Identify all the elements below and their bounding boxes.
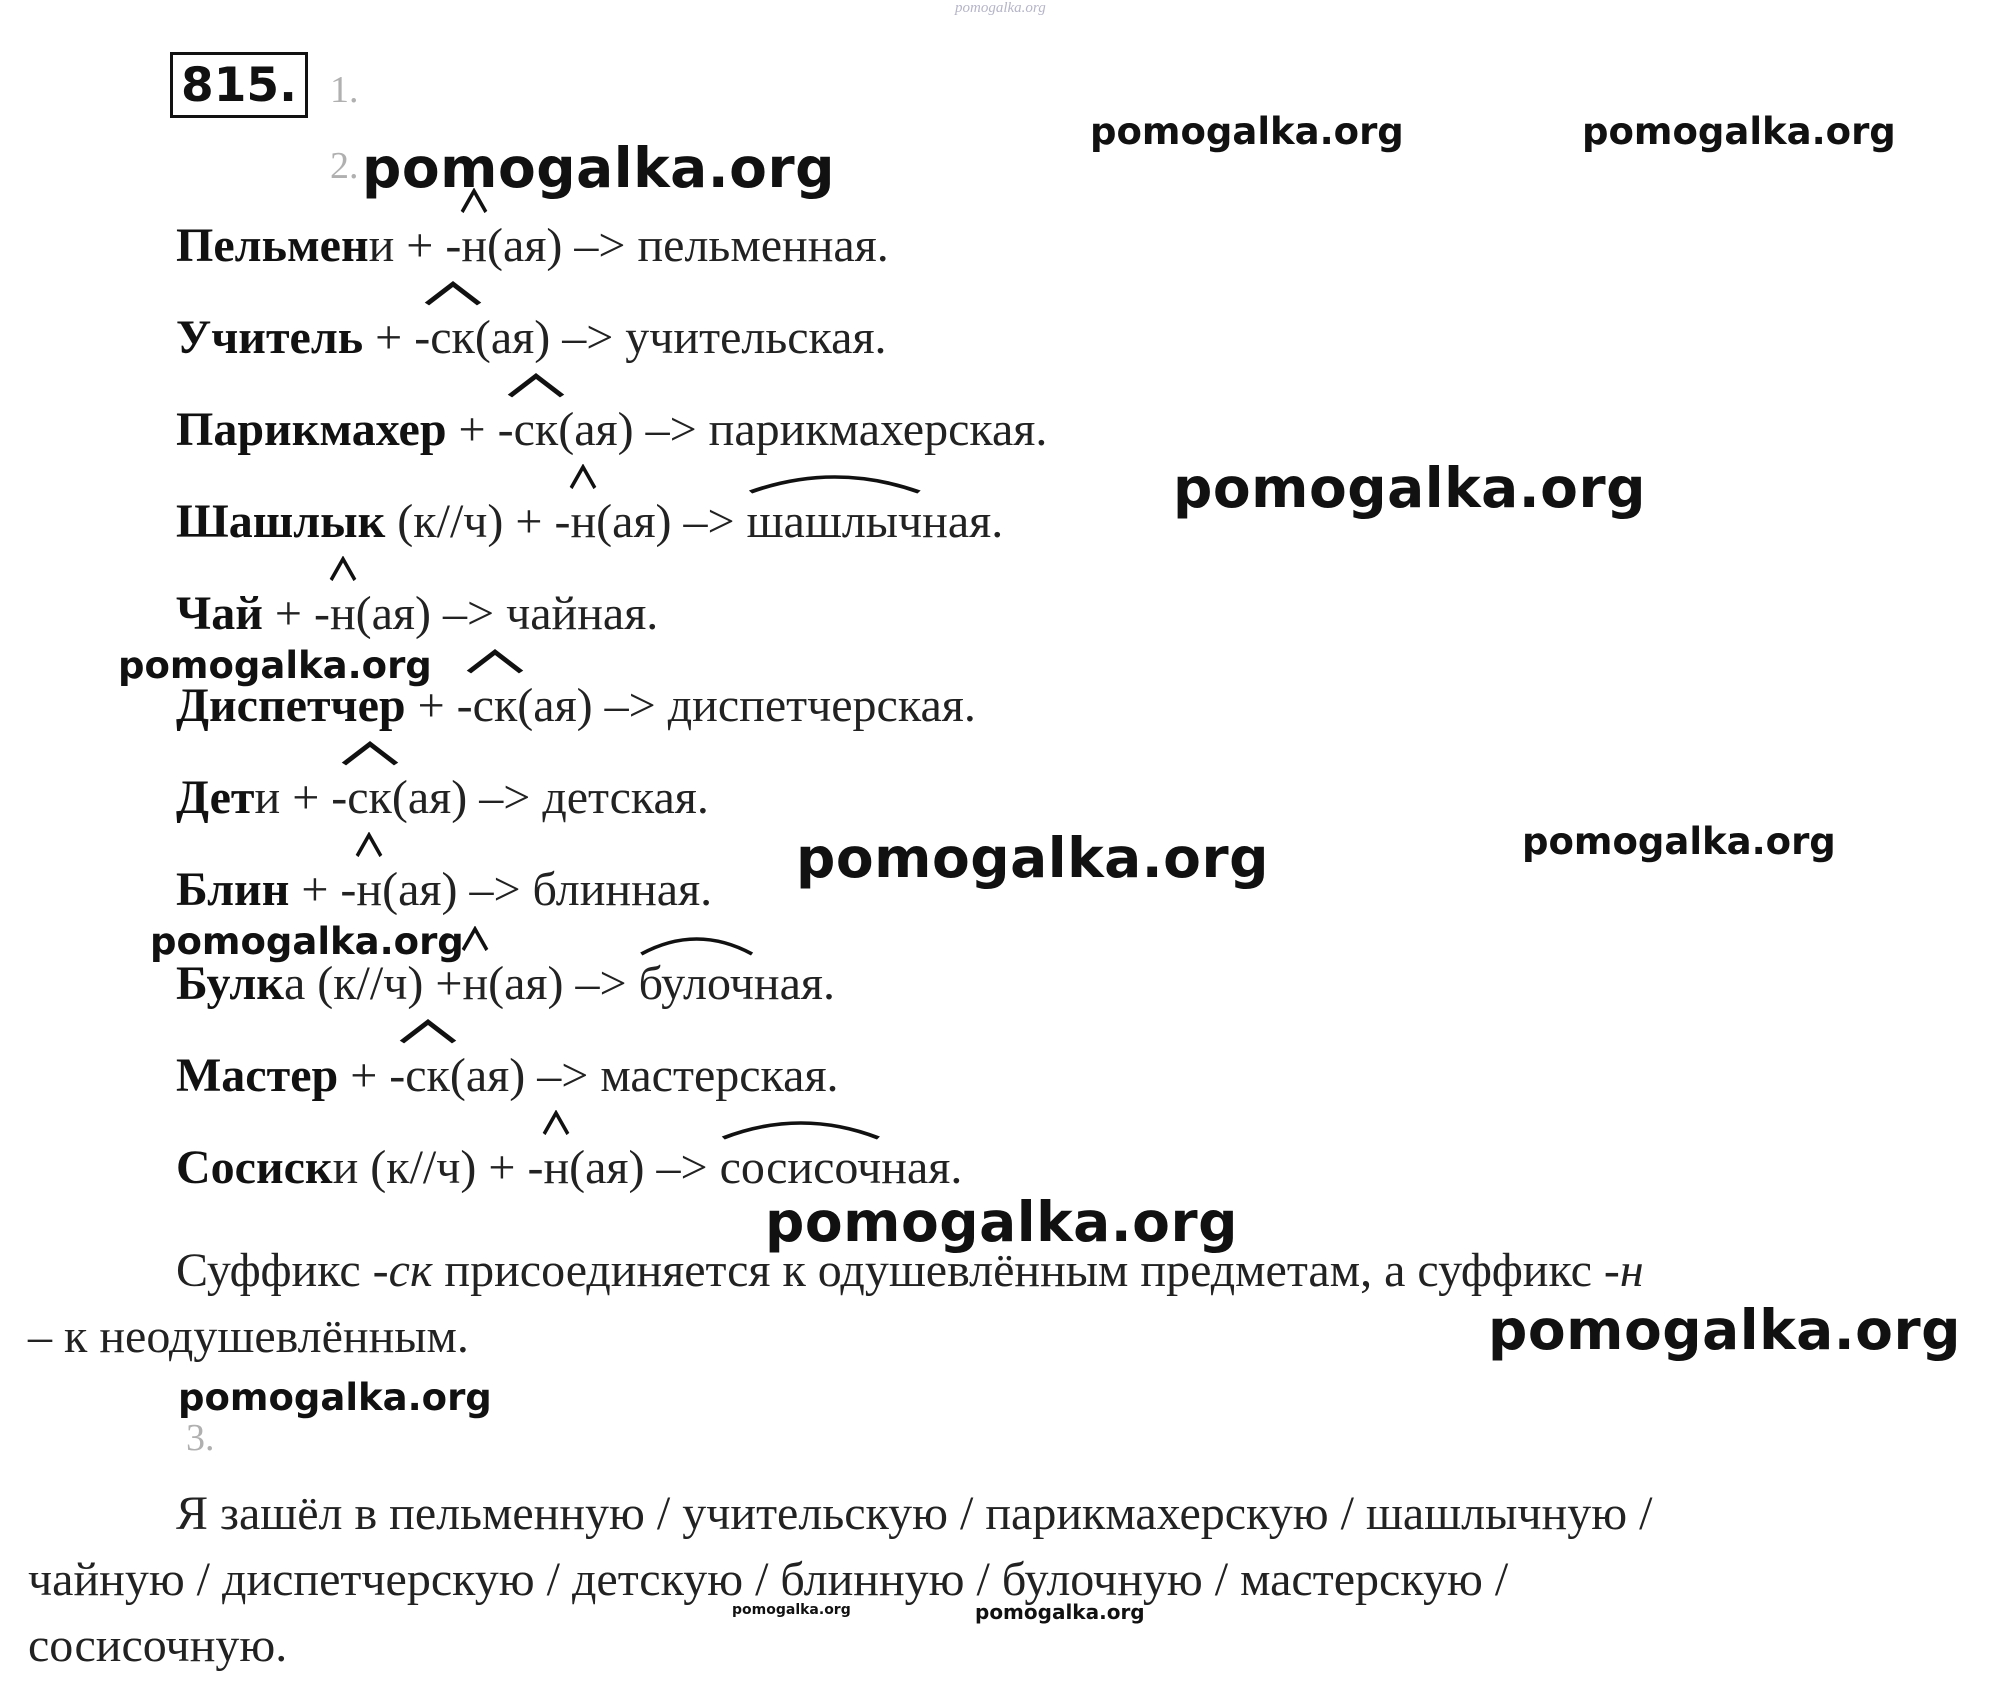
suffix-text: н	[462, 957, 489, 1010]
root-arc	[720, 1140, 882, 1195]
ending: (ая)	[487, 219, 563, 272]
watermark: pomogalka.org	[1488, 1298, 1961, 1362]
alternation: (к//ч)	[370, 1141, 477, 1194]
arrow: –>	[645, 403, 697, 456]
sentence-line-2: чайную / диспетчерскую / детскую / блинную / булочную / мастерскую /	[28, 1553, 1509, 1606]
plus-sign: + -	[458, 403, 514, 456]
base-root: Парикмахер	[176, 403, 447, 456]
suffix-mark-icon	[539, 1110, 573, 1136]
ending: (ая)	[596, 495, 672, 548]
suffix-text: ск	[347, 771, 392, 824]
derivation-line	[176, 310, 887, 365]
root-arc-icon	[747, 468, 923, 494]
suffix	[543, 1140, 569, 1195]
ending: (ая)	[391, 771, 468, 824]
result-word: мастерская.	[600, 1049, 839, 1102]
result-word: блинная.	[532, 863, 713, 916]
suffix-mark-icon	[457, 188, 491, 214]
suffix	[405, 1048, 450, 1103]
result-word: чайная.	[506, 587, 659, 640]
suffix-text: ск	[430, 311, 475, 364]
suffix	[461, 218, 487, 273]
suffix-mark-icon	[458, 926, 492, 952]
suffix-mark-icon	[424, 280, 482, 306]
watermark: pomogalka.org	[118, 644, 432, 687]
watermark: pomogalka.org	[362, 136, 835, 200]
result-root: сосисоч	[719, 1141, 882, 1194]
result-word: ная.	[753, 957, 835, 1010]
root-arc-icon	[639, 930, 754, 956]
suffix	[570, 494, 596, 549]
derivation-line	[176, 770, 709, 825]
plus-sign: + -	[406, 219, 462, 272]
plus-sign: +	[435, 957, 463, 1010]
plus-sign: + -	[375, 311, 431, 364]
derivation-line	[176, 1048, 839, 1103]
alternation: (к//ч)	[317, 957, 424, 1010]
ending: (ая)	[517, 679, 593, 732]
suffix-text: н	[461, 219, 488, 272]
sentence-line-1: Я зашёл в пельменную / учительскую / парикмахерскую / шашлычную /	[176, 1487, 1653, 1540]
suffix-mark-icon	[466, 648, 524, 674]
derivation-line	[176, 586, 658, 641]
suffix-sk: -ск	[372, 1244, 433, 1297]
result-root: булоч	[638, 957, 754, 1010]
suffix	[347, 770, 392, 825]
part-1-label: 1.	[330, 69, 359, 111]
derivation-line	[176, 218, 889, 273]
ending: (ая)	[488, 957, 564, 1010]
base-root: Дет	[176, 771, 255, 824]
plus-sign: + -	[417, 679, 473, 732]
derivation-line	[176, 494, 1003, 549]
ending: (ая)	[382, 863, 458, 916]
derivation-line	[176, 862, 712, 917]
result-word: детская.	[542, 771, 709, 824]
arrow: –>	[537, 1049, 589, 1102]
plus-sign: + -	[488, 1141, 544, 1194]
result-word: парикмахерская.	[708, 403, 1048, 456]
arrow: –>	[469, 863, 521, 916]
result-word: диспетчерская.	[667, 679, 976, 732]
rule-paragraph-line-2: – к неодушевлённым.	[28, 1310, 469, 1363]
watermark: pomogalka.org	[732, 1602, 851, 1618]
ending: (ая)	[355, 587, 431, 640]
arrow: –>	[683, 495, 735, 548]
ending: (ая)	[474, 311, 551, 364]
suffix-text: н	[329, 587, 356, 640]
base-ending: и	[254, 771, 281, 824]
derivation-line	[176, 402, 1047, 457]
watermark: pomogalka.org	[1090, 110, 1404, 153]
plus-sign: + -	[274, 587, 330, 640]
arrow: –>	[479, 771, 531, 824]
base-root: Чай	[176, 587, 263, 640]
result-word: учительская.	[625, 311, 887, 364]
suffix-text: н	[543, 1141, 570, 1194]
watermark: pomogalka.org	[765, 1190, 1238, 1254]
suffix	[430, 310, 475, 365]
ending: (ая)	[449, 1049, 526, 1102]
base-root: Сосиск	[176, 1141, 333, 1194]
suffix-mark-icon	[399, 1018, 457, 1044]
result-word: ная.	[881, 1141, 963, 1194]
plus-sign: + -	[292, 771, 348, 824]
base-root: Блин	[176, 863, 290, 916]
sentence-line-3: сосисочную.	[28, 1619, 288, 1672]
base-root: Мастер	[176, 1049, 339, 1102]
base-root: Шашлык	[176, 495, 386, 548]
base-root: Пельмен	[176, 219, 369, 272]
result-word: пельменная.	[637, 219, 889, 272]
result-word: ная.	[922, 495, 1004, 548]
plus-sign: + -	[515, 495, 571, 548]
derivation-line	[176, 956, 835, 1011]
suffix-text: ск	[405, 1049, 450, 1102]
base-ending: и	[368, 219, 395, 272]
base-ending: а	[283, 957, 306, 1010]
suffix	[473, 678, 518, 733]
base-ending: и	[332, 1141, 359, 1194]
rule-paragraph	[176, 1238, 1644, 1304]
part-2-label: 2.	[330, 145, 359, 187]
watermark: pomogalka.org	[975, 1600, 1145, 1624]
arrow: –>	[604, 679, 656, 732]
suffix	[330, 586, 356, 641]
suffix-text: н	[356, 863, 383, 916]
suffix	[356, 862, 382, 917]
suffix-text: ск	[513, 403, 559, 456]
suffix-n: -н	[1603, 1244, 1644, 1297]
ending: (ая)	[558, 403, 634, 456]
arrow: –>	[575, 957, 627, 1010]
rule-text: присоединяется к одушевлённым предметам, а суффикс	[432, 1244, 1604, 1297]
base-root: Учитель	[176, 311, 364, 364]
suffix-mark-icon	[341, 740, 399, 766]
part-3-label: 3.	[186, 1417, 215, 1459]
arrow: –>	[574, 219, 626, 272]
watermark: pomogalka.org	[796, 826, 1269, 890]
suffix-mark-icon	[352, 832, 386, 858]
arrow: –>	[562, 311, 614, 364]
suffix-mark-icon	[326, 556, 360, 582]
watermark: pomogalka.org	[1522, 820, 1836, 863]
watermark: pomogalka.org	[178, 1376, 492, 1419]
rule-text: Суффикс	[176, 1244, 373, 1297]
ending: (ая)	[569, 1141, 645, 1194]
watermark: pomogalka.org	[1582, 110, 1896, 153]
watermark: pomogalka.org	[1173, 456, 1646, 520]
arrow: –>	[656, 1141, 708, 1194]
root-arc	[747, 494, 923, 549]
task-number-box	[170, 52, 308, 118]
alternation: (к//ч)	[397, 495, 504, 548]
root-arc-icon	[720, 1114, 882, 1140]
arrow: –>	[443, 587, 495, 640]
base-root: Диспетчер	[176, 679, 406, 732]
suffix-text: н	[570, 495, 597, 548]
watermark: pomogalka.org	[150, 920, 464, 963]
plus-sign: + -	[301, 863, 357, 916]
watermark-top: pomogalka.org	[955, 0, 1046, 16]
task-number: 815.	[181, 57, 297, 113]
derivation-line	[176, 678, 976, 733]
derivation-line	[176, 1140, 962, 1195]
suffix-mark-icon	[566, 464, 600, 490]
suffix	[514, 402, 559, 457]
base-root: Булк	[176, 957, 284, 1010]
result-root: шашлыч	[746, 495, 923, 548]
suffix	[462, 956, 488, 1011]
root-arc	[639, 956, 754, 1011]
suffix-mark-icon	[507, 372, 565, 398]
suffix-text: ск	[472, 679, 518, 732]
plus-sign: + -	[350, 1049, 406, 1102]
